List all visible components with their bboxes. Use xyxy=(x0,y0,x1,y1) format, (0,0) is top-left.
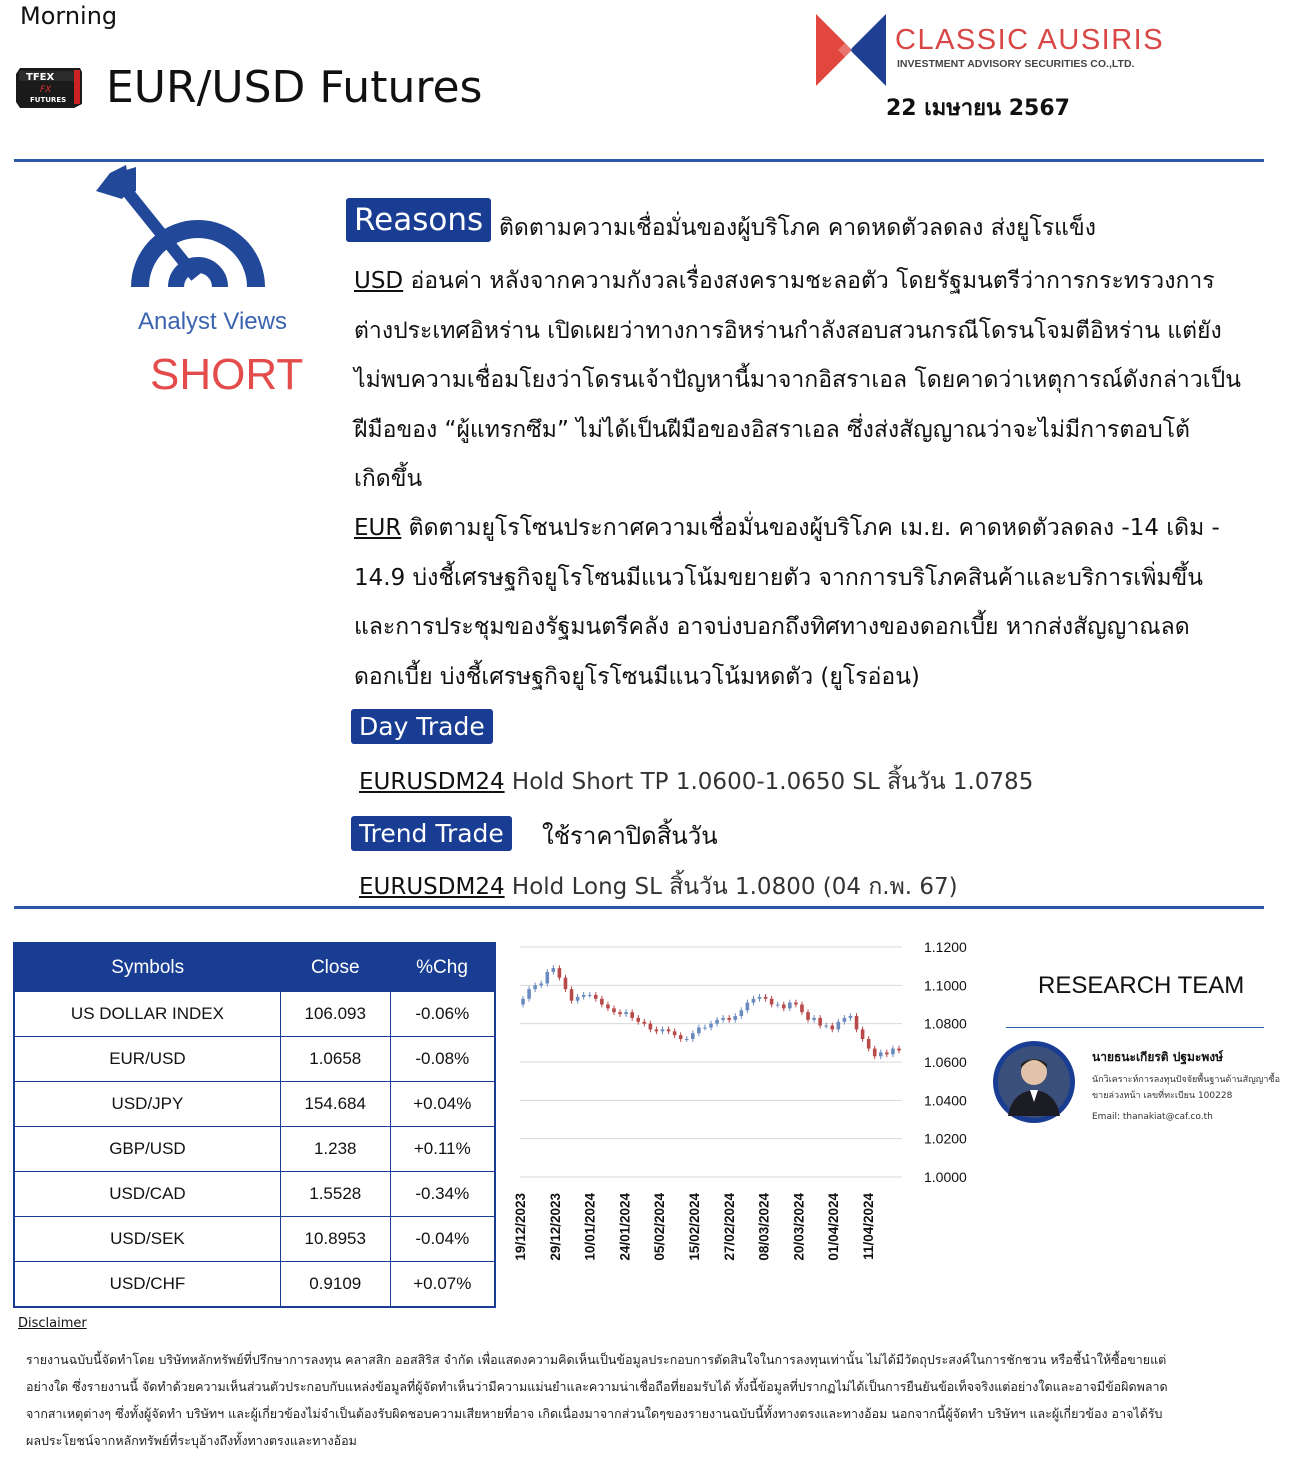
analyst-avatar xyxy=(992,1040,1076,1124)
trend-trade-line xyxy=(359,869,958,905)
candle-body xyxy=(746,1003,750,1011)
header-divider xyxy=(14,159,1264,162)
candle-body xyxy=(600,999,604,1005)
candle-body xyxy=(570,989,574,1001)
eur-line xyxy=(354,504,1254,554)
company-subtitle: INVESTMENT ADVISORY SECURITIES CO.,LTD. xyxy=(897,58,1135,70)
candle-body xyxy=(576,997,580,1001)
research-divider xyxy=(1006,1027,1264,1028)
y-tick-label: 1.0400 xyxy=(924,1092,967,1109)
candle-body xyxy=(800,1005,804,1013)
candle-body xyxy=(709,1024,713,1028)
close-cell: 10.8953 xyxy=(280,1217,390,1262)
candle-body xyxy=(794,1003,798,1005)
symbol-cell: GBP/USD xyxy=(14,1127,280,1172)
candle-body xyxy=(649,1024,653,1030)
close-cell: 1.0658 xyxy=(280,1037,390,1082)
usd-line: ต่างประเทศอิหร่าน เปิดเผยว่าทางการอิหร่านกำลังสอบสวนกรณีโดรนโจมตีอิหร่าน แต่ยัง xyxy=(354,317,1222,344)
day-trade-badge: Day Trade xyxy=(351,709,493,744)
chg-cell: +0.04% xyxy=(390,1082,495,1127)
morning-label: Morning xyxy=(20,2,118,30)
disclaimer-title: Disclaimer xyxy=(18,1316,87,1331)
header-symbols: Symbols xyxy=(14,943,280,992)
trend-trade-text: Hold Long SL สิ้นวัน 1.0800 (04 ก.พ. 67) xyxy=(504,874,958,900)
candle-body xyxy=(727,1018,731,1020)
analyst-name: นายธนะเกียรติ ปฐมะพงษ์ xyxy=(1092,1050,1224,1064)
x-tick-label: 20/03/2024 xyxy=(791,1193,807,1261)
candle-body xyxy=(533,985,537,989)
candle-body xyxy=(643,1022,647,1024)
candle-body xyxy=(721,1018,725,1020)
symbol-cell: US DOLLAR INDEX xyxy=(14,992,280,1037)
x-tick-label: 27/02/2024 xyxy=(721,1193,737,1261)
usd-line xyxy=(354,257,1254,307)
page-title: EUR/USD Futures xyxy=(106,62,483,113)
candle-body xyxy=(843,1018,847,1022)
candle-body xyxy=(667,1029,671,1031)
chg-cell: +0.11% xyxy=(390,1127,495,1172)
header-close: Close xyxy=(280,943,390,992)
target-arrow-icon xyxy=(92,165,304,313)
y-tick-label: 1.1200 xyxy=(924,939,967,955)
candle-body xyxy=(655,1029,659,1031)
symbol-cell: USD/CHF xyxy=(14,1262,280,1308)
chg-cell: -0.06% xyxy=(390,992,495,1037)
x-tick-label: 24/01/2024 xyxy=(617,1193,633,1261)
x-tick-label: 08/03/2024 xyxy=(756,1193,772,1261)
candle-body xyxy=(679,1035,683,1039)
chg-cell: -0.04% xyxy=(390,1217,495,1262)
eurusd-candlestick-chart xyxy=(510,935,980,1295)
candle-body xyxy=(812,1018,816,1020)
x-tick-label: 11/04/2024 xyxy=(861,1193,876,1260)
candle-body xyxy=(873,1049,877,1057)
candle-body xyxy=(806,1012,810,1020)
candle-body xyxy=(733,1016,737,1020)
eur-line: 14.9 บ่งชี้เศรษฐกิจยูโรโซนมีแนวโน้มขยายตัว จากการบริโภคสินค้าและบริการเพิ่มขึ้น xyxy=(354,564,1203,591)
x-tick-label: 29/12/2023 xyxy=(547,1193,563,1261)
report-date: 22 เมษายน 2567 xyxy=(886,96,1070,121)
symbol-cell: USD/CAD xyxy=(14,1172,280,1217)
table-row xyxy=(14,1082,495,1127)
candle-body xyxy=(545,972,549,984)
symbol-cell: USD/SEK xyxy=(14,1217,280,1262)
table-row xyxy=(14,1037,495,1082)
table-header-row xyxy=(14,943,495,992)
usd-tag: USD xyxy=(354,268,404,294)
chg-cell: -0.34% xyxy=(390,1172,495,1217)
header-chg: %Chg xyxy=(390,943,495,992)
candle-body xyxy=(764,997,768,999)
disclaimer-line: จากสาเหตุต่างๆ ซึ่งทั้งผู้จัดทำ บริษัทฯ และผู้เกี่ยวข้องไม่จำเป็นต้องรับผิดชอบความเสียหายที่อาจ เกิดเนื่องมาจากส่วนใดๆของรายงานฉบับนี้ทั้งทางตรงและทางอ้อม นอกจากนี้ผู้จัดทำ บริษัทฯ และผู้เกี่ยวข้อง อาจได้รับ xyxy=(26,1406,1163,1421)
candle-body xyxy=(594,995,598,999)
candle-body xyxy=(855,1016,859,1029)
candle-body xyxy=(673,1031,677,1035)
symbol-cell: EUR/USD xyxy=(14,1037,280,1082)
day-trade-symbol: EURUSDM24 xyxy=(359,769,505,795)
trend-trade-note: ใช้ราคาปิดสิ้นวัน xyxy=(542,822,718,850)
company-name: CLASSIC AUSIRIS xyxy=(895,24,1165,56)
candle-body xyxy=(685,1039,689,1040)
x-tick-label: 15/02/2024 xyxy=(687,1193,702,1261)
candle-body xyxy=(752,999,756,1003)
candle-body xyxy=(782,1005,786,1009)
eur-line: ดอกเบี้ย บ่งชี้เศรษฐกิจยูโรโซนมีแนวโน้มหดตัว (ยูโรอ่อน) xyxy=(354,663,920,690)
candle-body xyxy=(776,1005,780,1006)
candle-body xyxy=(703,1028,707,1029)
section-divider xyxy=(14,906,1264,909)
candle-body xyxy=(612,1008,616,1012)
symbol-cell: USD/JPY xyxy=(14,1082,280,1127)
y-tick-label: 1.0600 xyxy=(924,1054,967,1070)
close-cell: 1.5528 xyxy=(280,1172,390,1217)
candle-body xyxy=(867,1039,871,1049)
trend-trade-symbol: EURUSDM24 xyxy=(359,874,505,900)
y-tick-label: 1.1000 xyxy=(924,977,967,994)
candle-body xyxy=(606,1005,610,1009)
usd-line: เกิดขึ้น xyxy=(354,466,423,492)
candle-body xyxy=(564,978,568,990)
candle-body xyxy=(558,968,562,978)
eur-tag: EUR xyxy=(354,515,402,541)
table-row xyxy=(14,1217,495,1262)
candle-body xyxy=(521,999,525,1005)
candle-body xyxy=(818,1018,822,1026)
research-team-title: RESEARCH TEAM xyxy=(1038,972,1245,999)
candle-body xyxy=(824,1026,828,1027)
svg-text:FUTURES: FUTURES xyxy=(30,96,67,104)
candle-body xyxy=(527,989,531,999)
chg-cell: -0.08% xyxy=(390,1037,495,1082)
svg-text:FX: FX xyxy=(40,85,52,95)
candle-body xyxy=(636,1018,640,1022)
candle-body xyxy=(715,1020,719,1024)
y-tick-label: 1.0000 xyxy=(924,1169,967,1185)
tfex-logo xyxy=(16,66,84,110)
usd-paragraph xyxy=(354,257,1254,505)
x-tick-label: 19/12/2023 xyxy=(513,1193,528,1261)
day-trade-line xyxy=(359,764,1033,800)
candle-body xyxy=(830,1026,834,1030)
analyst-position: นักวิเคราะห์การลงทุนปัจจัยพื้นฐานด้านสัญญาซื้อขายล่วงหน้า เลขที่ทะเบียน 100228 xyxy=(1092,1075,1280,1101)
candle-body xyxy=(697,1028,701,1034)
reasons-headline: ติดตามความเชื่อมั่นของผู้บริโภค คาดหดตัวลดลง ส่งยูโรแข็ง xyxy=(499,215,1096,241)
stance-label: SHORT xyxy=(150,350,304,399)
candle-body xyxy=(879,1052,883,1056)
table-row xyxy=(14,992,495,1037)
usd-line: ไม่พบความเชื่อมโยงว่าโดรนเจ้าปัญหานี้มาจากอิสราเอล โดยคาดว่าเหตุการณ์ดังกล่าวเป็น xyxy=(354,367,1241,393)
candle-body xyxy=(624,1012,628,1014)
candle-body xyxy=(691,1033,695,1039)
candle-body xyxy=(630,1012,634,1018)
disclaimer-body xyxy=(26,1346,1236,1454)
candle-body xyxy=(770,999,774,1005)
fx-table xyxy=(13,942,496,1308)
table-row xyxy=(14,1172,495,1217)
candle-body xyxy=(849,1016,853,1018)
analyst-views-label: Analyst Views xyxy=(138,308,287,335)
candle-body xyxy=(618,1012,622,1014)
candle-body xyxy=(758,997,762,999)
table-row xyxy=(14,1262,495,1308)
y-tick-label: 1.0200 xyxy=(924,1130,967,1147)
day-trade-text: Hold Short TP 1.0600-1.0650 SL สิ้นวัน 1.0785 xyxy=(504,769,1034,795)
candle-body xyxy=(891,1049,895,1055)
eur-line-text: ติดตามยูโรโซนประกาศความเชื่อมั่นของผู้บริโภค เม.ย. คาดหดตัวลดลง -14 เดิม - xyxy=(401,515,1220,541)
eur-line: และการประชุมของรัฐมนตรีคลัง อาจบ่งบอกถึงทิศทางของดอกเบี้ย หากส่งสัญญาณลด xyxy=(354,614,1190,640)
candle-body xyxy=(661,1029,665,1031)
reasons-badge: Reasons xyxy=(346,198,491,242)
svg-text:TFEX: TFEX xyxy=(26,72,55,83)
disclaimer-line: อย่างใด ซึ่งรายงานนี้ จัดทำด้วยความเห็นส่วนตัวประกอบกับแหล่งข้อมูลที่ผู้จัดทำเห็นว่ามีความแม่นยำและความน่าเชื่อถือที่ยอมรับได้ ทั้งนี้ข้อมูลที่ปรากฏไม่ได้เป็นการยืนยันข้อเท็จจริงแต่อย่างใดและอาจมีข้อผิดพลาด xyxy=(26,1379,1168,1394)
classic-ausiris-logo-mark xyxy=(816,14,886,86)
x-tick-label: 01/04/2024 xyxy=(826,1193,842,1261)
disclaimer-line: ผลประโยชน์จากหลักทรัพย์ที่ระบุอ้างถึงทั้งทางตรงและทางอ้อม xyxy=(26,1433,357,1448)
candle-body xyxy=(582,995,586,997)
candle-body xyxy=(837,1022,841,1030)
candle-body xyxy=(897,1049,901,1051)
candle-body xyxy=(539,983,543,985)
close-cell: 0.9109 xyxy=(280,1262,390,1308)
close-cell: 1.238 xyxy=(280,1127,390,1172)
table-row xyxy=(14,1127,495,1172)
candle-body xyxy=(861,1029,865,1039)
usd-line: ฝีมือของ “ผู้แทรกซึม” ไม่ได้เป็นฝีมือของอิสราเอล ซึ่งส่งสัญญาณว่าจะไม่มีการตอบโต้ xyxy=(354,416,1190,443)
eur-paragraph xyxy=(354,504,1254,702)
candle-body xyxy=(740,1010,744,1016)
disclaimer-line: รายงานฉบับนี้จัดทำโดย บริษัทหลักทรัพย์ที่ปรึกษาการลงทุน คลาสสิก ออสสิริส จำกัด เพื่อแสดงความคิดเห็นเป็นข้อมูลประกอบการตัดสินใจในการลงทุนเท่านั้น ไม่ได้มีวัตถุประสงค์ในการชักชวน หรือชี้นำให้ซื้อขายแต่ xyxy=(26,1352,1167,1367)
chg-cell: +0.07% xyxy=(390,1262,495,1308)
x-tick-label: 05/02/2024 xyxy=(652,1193,668,1261)
candle-body xyxy=(552,968,556,972)
analyst-email: Email: thanakiat@caf.co.th xyxy=(1092,1112,1213,1122)
trend-trade-badge: Trend Trade xyxy=(351,816,512,851)
x-tick-label: 10/01/2024 xyxy=(582,1193,598,1261)
candle-body xyxy=(885,1052,889,1054)
y-tick-label: 1.0800 xyxy=(924,1015,967,1032)
close-cell: 106.093 xyxy=(280,992,390,1037)
candle-body xyxy=(788,1003,792,1009)
close-cell: 154.684 xyxy=(280,1082,390,1127)
candle-body xyxy=(588,995,592,996)
usd-line-text: อ่อนค่า หลังจากความกังวลเรื่องสงครามชะลอตัว โดยรัฐมนตรีว่าการกระทรวงการ xyxy=(403,268,1215,294)
